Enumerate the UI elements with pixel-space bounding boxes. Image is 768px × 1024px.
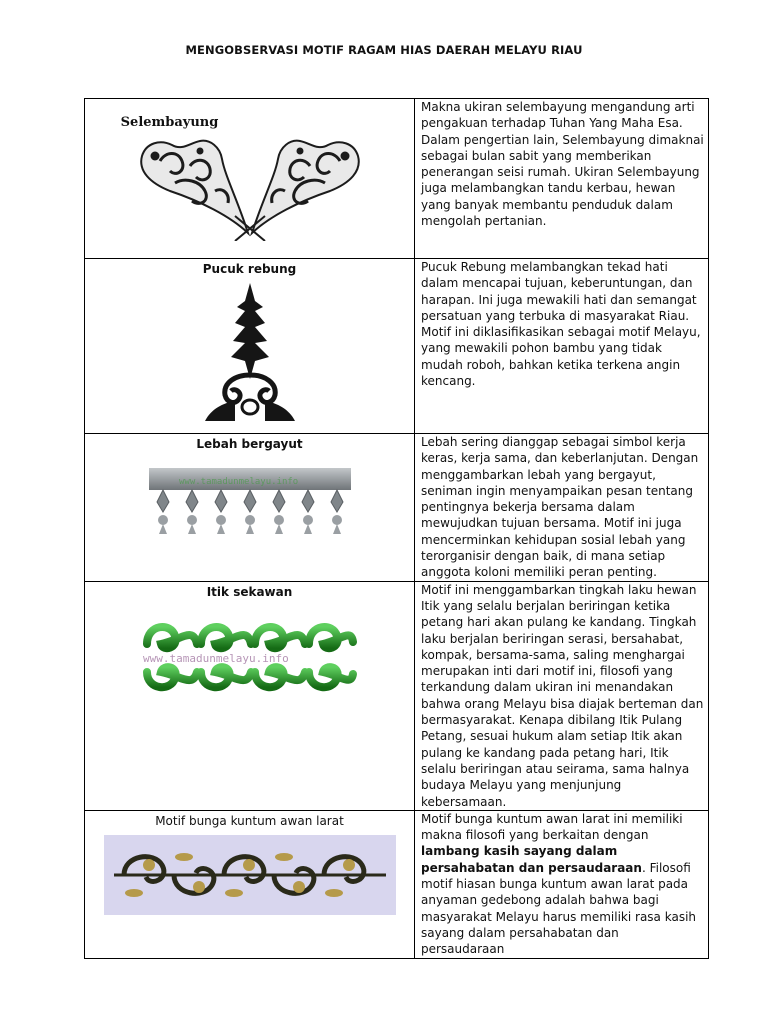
motif-title: Pucuk rebung	[202, 262, 297, 276]
awan-larat-illustration	[104, 835, 396, 915]
motif-description-cell	[415, 810, 709, 958]
motif-description-cell	[415, 259, 709, 434]
motif-description-cell	[415, 581, 709, 810]
watermark-text: www.tamadunmelayu.info	[178, 477, 298, 488]
page-title: MENGOBSERVASI MOTIF RAGAM HIAS DAERAH MELAYU RIAU	[185, 43, 583, 57]
watermark-text: www.tamadunmelayu.info	[142, 651, 289, 665]
lebah-bergayut-illustration	[149, 468, 351, 534]
motif-image-cell	[85, 99, 415, 259]
motif-title: Selembayung	[120, 115, 219, 130]
description-text: . Filosofi motif hiasan bunga kuntum awan larat pada anyaman gedebong adalah bahwa bagi masyarakat Melayu harus memiliki rasa kasih sayang dalam persahabatan dan persaudaraan	[421, 860, 697, 957]
description-bold-text: lambang kasih sayang dalam persahabatan dan persaudaraan	[421, 844, 642, 875]
motif-image-cell	[85, 810, 415, 958]
motif-description: Lebah sering dianggap sebagai simbol kerja keras, kerja sama, dan keberlanjutan. Dengan menggambarkan lebah yang bergayut, seniman ingin menyampaikan pesan tentang pentingnya bekerja bersama dalam mewujudkan tujuan bersama. Motif ini juga mencerminkan kehidupan sosial lebah yang terorganisir dengan baik, di mana setiap anggota koloni memiliki peran penting.	[421, 435, 699, 580]
motif-title: Lebah bergayut	[196, 437, 303, 451]
motif-image-cell	[85, 581, 415, 810]
motif-description: Motif ini menggambarkan tingkah laku hewan Itik yang selalu berjalan beriringan ketika petang hari akan pulang ke kandang. Tingkah laku berjalan beriringan serasi, bersahabat, kompak, bersama-sama, saling menghargai merupakan inti dari motif ini, filosofi yang terkandung dalam ukiran ini menandakan bahwa orang Melayu bisa diajak berteman dan bermasyarakat. Kenapa dibilang Itik Pulang Petang, sesuai hukum alam setiap Itik akan pulang ke kandang pada petang hari, Itik selalu beriringan atau seirama, sama halnya budaya Melayu yang menjunjung kebersamaan.	[421, 582, 704, 809]
table-row	[85, 810, 709, 958]
motif-title: Motif bunga kuntum awan larat	[155, 813, 344, 828]
motif-image-cell	[85, 434, 415, 582]
itik-sekawan-illustration	[141, 614, 359, 694]
motif-title: Itik sekawan	[206, 584, 293, 599]
description-text: Motif bunga kuntum awan larat ini memiliki makna filosofi yang berkaitan dengan	[421, 811, 683, 843]
selembayung-illustration	[130, 121, 370, 241]
motif-description-cell	[415, 99, 709, 259]
pucuk-rebung-illustration	[205, 283, 295, 423]
table-row	[85, 259, 709, 434]
table-row	[85, 434, 709, 582]
motif-description	[415, 811, 708, 958]
motif-description: Pucuk Rebung melambangkan tekad hati dalam mencapai tujuan, keberuntungan, dan harapan. Ini juga mewakili hati dan semangat persatuan yang terbuka di masyarakat Riau. Motif ini diklasifikasikan sebagai motif Melayu, yang mewakili pohon bambu yang tidak mudah roboh, bahkan ketika terkena angin kencang.	[421, 260, 701, 389]
motif-description: Makna ukiran selembayung mengandung arti pengakuan terhadap Tuhan Yang Maha Esa. Dalam pengertian lain, Selembayung dimaknai sebagai bulan sabit yang memberikan penerangan seisi rumah. Ukiran Selembayung juga melambangkan tandu kerbau, hewan yang banyak membantu penduduk dalam mengolah pertanian.	[421, 100, 704, 229]
motif-image-cell	[85, 259, 415, 434]
table-row	[85, 581, 709, 810]
table-row	[85, 99, 709, 259]
motif-table	[84, 98, 709, 959]
motif-description-cell	[415, 434, 709, 582]
